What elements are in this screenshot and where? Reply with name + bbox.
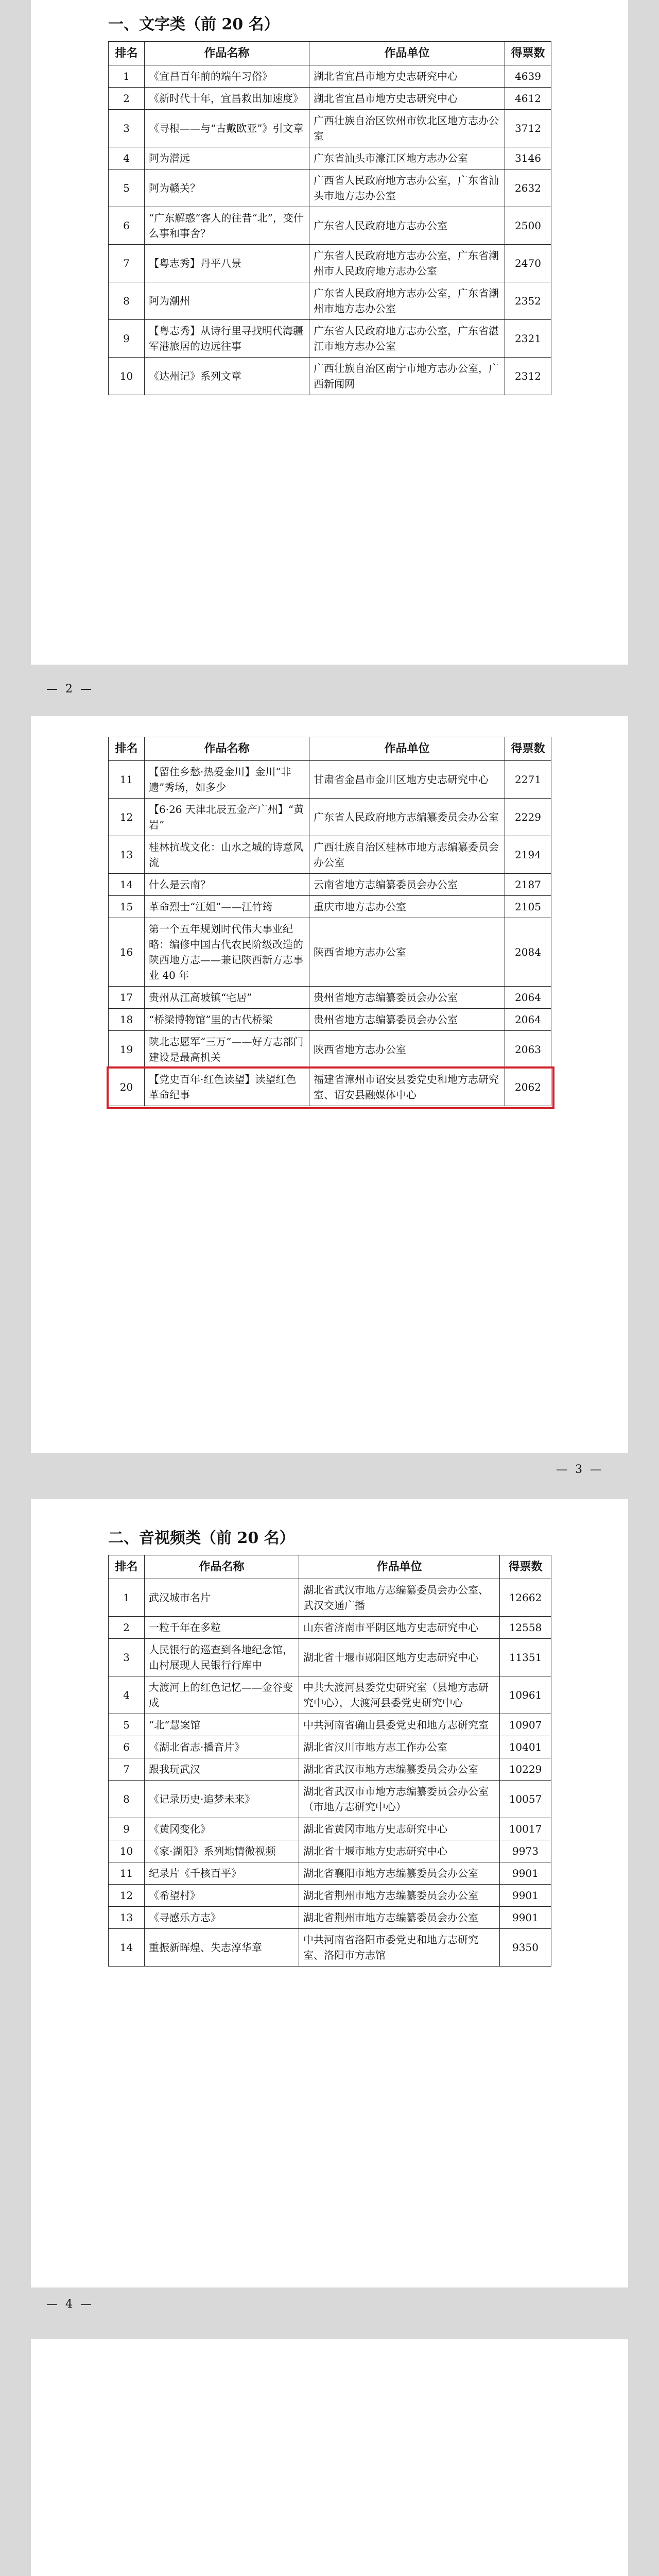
name-cell: “广东解惑”客人的往昔“北”，变什么事和事舍？ xyxy=(145,207,309,245)
name-cell: 《湖北省志·播音片》 xyxy=(145,1736,299,1758)
rank-cell: 13 xyxy=(109,836,145,874)
header-unit: 作品单位 xyxy=(309,42,505,65)
rank-cell: 7 xyxy=(109,245,145,282)
votes-cell: 2064 xyxy=(505,987,551,1009)
unit-cell: 中共河南省洛阳市委党史和地方志研究室、洛阳市方志馆 xyxy=(299,1929,500,1967)
unit-cell: 湖北省荆州市地方志编纂委员会办公室 xyxy=(299,1907,500,1929)
page-number: — 3 — xyxy=(556,1463,603,1476)
name-cell: 《寻根——与“古戴欧亚”》引文章 xyxy=(145,110,309,147)
rank-cell: 17 xyxy=(109,987,145,1009)
rank-cell: 6 xyxy=(109,1736,145,1758)
name-cell: 跟我玩武汉 xyxy=(145,1758,299,1781)
votes-cell: 3146 xyxy=(505,147,551,170)
rank-cell: 3 xyxy=(109,1639,145,1676)
rank-cell: 18 xyxy=(109,1009,145,1031)
votes-cell: 2500 xyxy=(505,207,551,245)
table-row xyxy=(109,1929,551,1967)
rank-cell: 11 xyxy=(109,1862,145,1885)
votes-cell: 9901 xyxy=(500,1862,551,1885)
votes-cell: 10057 xyxy=(500,1781,551,1818)
rank-cell: 1 xyxy=(109,1579,145,1617)
rank-cell: 14 xyxy=(109,1929,145,1967)
rank-cell: 9 xyxy=(109,1818,145,1840)
page-d xyxy=(31,2339,628,2576)
header-rank: 排名 xyxy=(109,1555,145,1579)
header-unit: 作品单位 xyxy=(299,1555,500,1579)
header-unit: 作品单位 xyxy=(309,737,505,761)
name-cell: 《寻感乐方志》 xyxy=(145,1907,299,1929)
page-number: — 2 — xyxy=(46,683,94,696)
unit-cell: 湖北省宜昌市地方史志研究中心 xyxy=(309,88,505,110)
table-row xyxy=(109,1862,551,1885)
votes-cell: 10017 xyxy=(500,1818,551,1840)
page-c xyxy=(31,1499,628,2287)
rank-cell: 11 xyxy=(109,761,145,799)
table-row xyxy=(109,874,551,896)
table-row xyxy=(109,358,551,395)
unit-cell: 广西壮族自治区南宁市地方志办公室，广西新闻网 xyxy=(309,358,505,395)
unit-cell: 湖北省武汉市市地方志编纂委员会办公室（市地方志研究中心） xyxy=(299,1781,500,1818)
table-row xyxy=(109,110,551,147)
unit-cell: 重庆市地方志办公室 xyxy=(309,896,505,918)
text-category-table-part2 xyxy=(108,737,551,1106)
header-rank: 排名 xyxy=(109,42,145,65)
unit-cell: 广东省人民政府地方志办公室，广东省潮州市人民政府地方志办公室 xyxy=(309,245,505,282)
votes-cell: 2470 xyxy=(505,245,551,282)
votes-cell: 4612 xyxy=(505,88,551,110)
name-cell: 大渡河上的红色记忆——金谷变成 xyxy=(145,1676,299,1714)
unit-cell: 山东省济南市平阴区地方史志研究中心 xyxy=(299,1617,500,1639)
text-category-table-part1 xyxy=(108,41,551,395)
name-cell: 陕北志愿军“三万”——好方志部门建设是最高机关 xyxy=(145,1031,309,1069)
table-row xyxy=(109,761,551,799)
table-row xyxy=(109,1009,551,1031)
rank-cell: 4 xyxy=(109,1676,145,1714)
table-row xyxy=(109,1736,551,1758)
votes-cell: 12558 xyxy=(500,1617,551,1639)
rank-cell: 8 xyxy=(109,282,145,320)
table-row xyxy=(109,836,551,874)
rank-cell: 10 xyxy=(109,358,145,395)
header-name: 作品名称 xyxy=(145,737,309,761)
votes-cell: 3712 xyxy=(505,110,551,147)
table-row xyxy=(109,1781,551,1818)
name-cell: 重振新晖煌、失志淳华章 xyxy=(145,1929,299,1967)
votes-cell: 9973 xyxy=(500,1840,551,1862)
rank-cell: 12 xyxy=(109,799,145,836)
unit-cell: 贵州省地方志编纂委员会办公室 xyxy=(309,987,505,1009)
unit-cell: 湖北省黄冈市地方史志研究中心 xyxy=(299,1818,500,1840)
votes-cell: 2187 xyxy=(505,874,551,896)
unit-cell: 福建省漳州市诏安县委党史和地方志研究室、诏安县融媒体中心 xyxy=(309,1069,505,1106)
table-row xyxy=(109,1676,551,1714)
table-row xyxy=(109,987,551,1009)
votes-cell: 2194 xyxy=(505,836,551,874)
av-category-table-part1 xyxy=(108,1555,551,1967)
votes-cell: 2064 xyxy=(505,1009,551,1031)
name-cell: 什么是云南？ xyxy=(145,874,309,896)
name-cell: 【党史百年·红色读望】读望红色革命纪事 xyxy=(145,1069,309,1106)
unit-cell: 广西省人民政府地方志办公室，广东省汕头市地方志办公室 xyxy=(309,170,505,207)
rank-cell: 4 xyxy=(109,147,145,170)
unit-cell: 甘肃省金昌市金川区地方史志研究中心 xyxy=(309,761,505,799)
name-cell: 人民银行的巡查到各地纪念馆，山村展现人民银行行库中 xyxy=(145,1639,299,1676)
header-name: 作品名称 xyxy=(145,1555,299,1579)
table-row xyxy=(109,1885,551,1907)
votes-cell: 2321 xyxy=(505,320,551,358)
name-cell: 桂林抗战文化：山水之城的诗意风流 xyxy=(145,836,309,874)
table-row xyxy=(109,896,551,918)
name-cell: 武汉城市名片 xyxy=(145,1579,299,1617)
unit-cell: 广西壮族自治区钦州市钦北区地方志办公室 xyxy=(309,110,505,147)
unit-cell: 广东省人民政府地方志办公室，广东省潮州市地方志办公室 xyxy=(309,282,505,320)
rank-cell: 19 xyxy=(109,1031,145,1069)
table-row xyxy=(109,320,551,358)
header-votes: 得票数 xyxy=(505,737,551,761)
unit-cell: 湖北省襄阳市地方志编纂委员会办公室 xyxy=(299,1862,500,1885)
name-cell: 革命烈士“江姐”——江竹筠 xyxy=(145,896,309,918)
table-row xyxy=(109,1069,551,1106)
unit-cell: 云南省地方志编纂委员会办公室 xyxy=(309,874,505,896)
rank-cell: 3 xyxy=(109,110,145,147)
table-row xyxy=(109,88,551,110)
unit-cell: 湖北省武汉市地方志编纂委员会办公室、武汉交通广播 xyxy=(299,1579,500,1617)
name-cell: 【粤志秀】从诗行里寻找明代海疆军港旅居的边远往事 xyxy=(145,320,309,358)
votes-cell: 9350 xyxy=(500,1929,551,1967)
table-row xyxy=(109,1907,551,1929)
name-cell: 《黄冈变化》 xyxy=(145,1818,299,1840)
rank-cell: 5 xyxy=(109,1714,145,1736)
votes-cell: 2271 xyxy=(505,761,551,799)
name-cell: 《记录历史·追梦未来》 xyxy=(145,1781,299,1818)
name-cell: 【留住乡愁·热爱金川】金川“非遗”秀场，如多少 xyxy=(145,761,309,799)
name-cell: 第一个五年规划时代伟大事业纪略：编修中国古代农民阶级改造的陕西地方志——兼记陕西新方志事业 40 年 xyxy=(145,918,309,987)
unit-cell: 湖北省十堰市地方史志研究中心 xyxy=(299,1840,500,1862)
unit-cell: 广东省人民政府地方志办公室 xyxy=(309,207,505,245)
rank-cell: 10 xyxy=(109,1840,145,1862)
table-row xyxy=(109,1617,551,1639)
table-row xyxy=(109,245,551,282)
unit-cell: 湖北省十堰市郧阳区地方史志研究中心 xyxy=(299,1639,500,1676)
name-cell: 纪录片《千核百平》 xyxy=(145,1862,299,1885)
votes-cell: 11351 xyxy=(500,1639,551,1676)
rank-cell: 2 xyxy=(109,88,145,110)
votes-cell: 2632 xyxy=(505,170,551,207)
unit-cell: 湖北省荆州市地方志编纂委员会办公室 xyxy=(299,1885,500,1907)
name-cell: 【6·26 天津北辰五金产广州】“黄岩” xyxy=(145,799,309,836)
table-row xyxy=(109,170,551,207)
unit-cell: 贵州省地方志编纂委员会办公室 xyxy=(309,1009,505,1031)
unit-cell: 广西壮族自治区桂林市地方志编纂委员会办公室 xyxy=(309,836,505,874)
votes-cell: 9901 xyxy=(500,1885,551,1907)
table-body xyxy=(109,1579,551,1967)
votes-cell: 10401 xyxy=(500,1736,551,1758)
unit-cell: 陕西省地方志办公室 xyxy=(309,918,505,987)
unit-cell: 陕西省地方志办公室 xyxy=(309,1031,505,1069)
table-body xyxy=(109,65,551,395)
name-cell: “北”慧案馆 xyxy=(145,1714,299,1736)
section-title-text: 一、文字类（前 20 名） xyxy=(108,15,280,33)
votes-cell: 2312 xyxy=(505,358,551,395)
votes-cell: 4639 xyxy=(505,65,551,88)
rank-cell: 2 xyxy=(109,1617,145,1639)
table-row xyxy=(109,1579,551,1617)
table-row xyxy=(109,147,551,170)
votes-cell: 10907 xyxy=(500,1714,551,1736)
name-cell: 一粒千年在多粒 xyxy=(145,1617,299,1639)
votes-cell: 9901 xyxy=(500,1907,551,1929)
section-title-av: 二、音视频类（前 20 名） xyxy=(108,1529,295,1547)
votes-cell: 2105 xyxy=(505,896,551,918)
name-cell: 【粤志秀】丹平八景 xyxy=(145,245,309,282)
name-cell: 《希望村》 xyxy=(145,1885,299,1907)
name-cell: 《宜昌百年前的端午习俗》 xyxy=(145,65,309,88)
votes-cell: 12662 xyxy=(500,1579,551,1617)
name-cell: 《家·湖阳》系列地情微视频 xyxy=(145,1840,299,1862)
rank-cell: 1 xyxy=(109,65,145,88)
unit-cell: 中共河南省确山县委党史和地方志研究室 xyxy=(299,1714,500,1736)
votes-cell: 2352 xyxy=(505,282,551,320)
table-row xyxy=(109,918,551,987)
unit-cell: 湖北省宜昌市地方史志研究中心 xyxy=(309,65,505,88)
unit-cell: 湖北省汉川市地方志工作办公室 xyxy=(299,1736,500,1758)
header-rank: 排名 xyxy=(109,737,145,761)
table-row xyxy=(109,799,551,836)
header-votes: 得票数 xyxy=(505,42,551,65)
table-row xyxy=(109,207,551,245)
page-a xyxy=(31,0,628,665)
rank-cell: 20 xyxy=(109,1069,145,1106)
table-row xyxy=(109,1714,551,1736)
name-cell: 《新时代十年，宜昌救出加速度》 xyxy=(145,88,309,110)
name-cell: 阿为潮州 xyxy=(145,282,309,320)
table-row xyxy=(109,1639,551,1676)
page-number: — 4 — xyxy=(46,2298,94,2311)
votes-cell: 2062 xyxy=(505,1069,551,1106)
table-row xyxy=(109,1758,551,1781)
rank-cell: 5 xyxy=(109,170,145,207)
name-cell: 贵州从江高坡镇“宅居” xyxy=(145,987,309,1009)
table-row xyxy=(109,65,551,88)
header-name: 作品名称 xyxy=(145,42,309,65)
table-row xyxy=(109,1840,551,1862)
header-votes: 得票数 xyxy=(500,1555,551,1579)
unit-cell: 广东省人民政府地方志办公室，广东省湛江市地方志办公室 xyxy=(309,320,505,358)
table-body xyxy=(109,761,551,1106)
rank-cell: 14 xyxy=(109,874,145,896)
votes-cell: 2229 xyxy=(505,799,551,836)
page-b xyxy=(31,716,628,1453)
name-cell: 《达州记》系列文章 xyxy=(145,358,309,395)
rank-cell: 8 xyxy=(109,1781,145,1818)
rank-cell: 13 xyxy=(109,1907,145,1929)
rank-cell: 15 xyxy=(109,896,145,918)
rank-cell: 9 xyxy=(109,320,145,358)
rank-cell: 12 xyxy=(109,1885,145,1907)
name-cell: “桥梁博物馆”里的古代桥梁 xyxy=(145,1009,309,1031)
unit-cell: 湖北省武汉市地方志编纂委员会办公室 xyxy=(299,1758,500,1781)
votes-cell: 10961 xyxy=(500,1676,551,1714)
unit-cell: 广东省人民政府地方志编纂委员会办公室 xyxy=(309,799,505,836)
table-row xyxy=(109,282,551,320)
name-cell: 阿为赣关？ xyxy=(145,170,309,207)
rank-cell: 16 xyxy=(109,918,145,987)
table-row xyxy=(109,1818,551,1840)
votes-cell: 2084 xyxy=(505,918,551,987)
rank-cell: 6 xyxy=(109,207,145,245)
rank-cell: 7 xyxy=(109,1758,145,1781)
votes-cell: 2063 xyxy=(505,1031,551,1069)
table-row xyxy=(109,1031,551,1069)
votes-cell: 10229 xyxy=(500,1758,551,1781)
unit-cell: 广东省汕头市濠江区地方志办公室 xyxy=(309,147,505,170)
name-cell: 阿为潜远 xyxy=(145,147,309,170)
unit-cell: 中共大渡河县委党史研究室（县地方志研究中心），大渡河县委党史研究中心 xyxy=(299,1676,500,1714)
